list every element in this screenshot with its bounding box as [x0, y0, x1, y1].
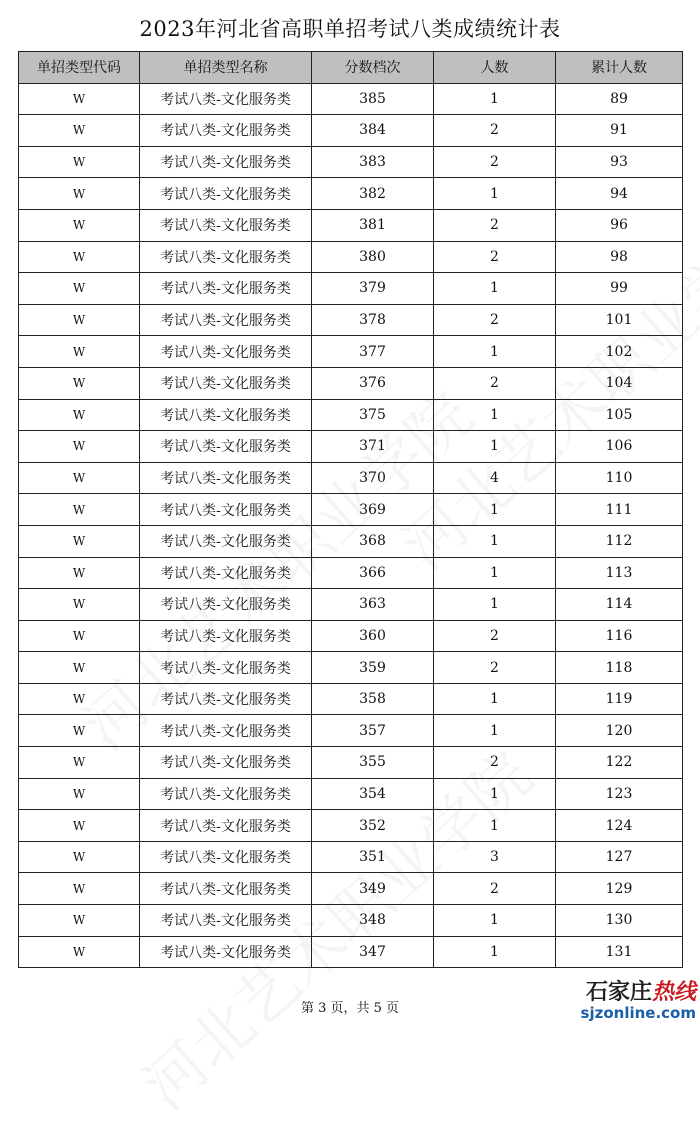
cell-score-level: 359 — [312, 652, 434, 684]
cell-count: 1 — [434, 810, 556, 842]
cell-count: 1 — [434, 557, 556, 589]
cell-type-name: 考试八类-文化服务类 — [140, 620, 312, 652]
cell-count: 2 — [434, 367, 556, 399]
cell-cumulative: 93 — [556, 146, 683, 178]
cell-type-name: 考试八类-文化服务类 — [140, 747, 312, 779]
cell-type-code: W — [19, 336, 140, 368]
score-table — [18, 51, 683, 968]
cell-count: 2 — [434, 304, 556, 336]
cell-type-code: W — [19, 178, 140, 210]
cell-count: 2 — [434, 620, 556, 652]
cell-type-code: W — [19, 273, 140, 305]
cell-type-code: W — [19, 367, 140, 399]
cell-score-level: 369 — [312, 494, 434, 526]
cell-count: 2 — [434, 209, 556, 241]
cell-type-name: 考试八类-文化服务类 — [140, 810, 312, 842]
cell-type-code: W — [19, 905, 140, 937]
table-row — [19, 905, 683, 937]
cell-type-code: W — [19, 841, 140, 873]
cell-cumulative: 106 — [556, 431, 683, 463]
cell-cumulative: 102 — [556, 336, 683, 368]
cell-type-name: 考试八类-文化服务类 — [140, 304, 312, 336]
cell-type-code: W — [19, 936, 140, 968]
cell-cumulative: 89 — [556, 83, 683, 115]
cell-type-name: 考试八类-文化服务类 — [140, 399, 312, 431]
logo-accent-text: 热线 — [651, 980, 696, 1005]
header-score-level: 分数档次 — [312, 52, 434, 84]
cell-type-name: 考试八类-文化服务类 — [140, 936, 312, 968]
cell-count: 1 — [434, 715, 556, 747]
cell-type-code: W — [19, 462, 140, 494]
cell-count: 1 — [434, 589, 556, 621]
cell-score-level: 379 — [312, 273, 434, 305]
table-row — [19, 273, 683, 305]
cell-type-code: W — [19, 873, 140, 905]
cell-cumulative: 111 — [556, 494, 683, 526]
cell-cumulative: 114 — [556, 589, 683, 621]
table-row — [19, 747, 683, 779]
table-row — [19, 399, 683, 431]
table-row — [19, 936, 683, 968]
site-logo — [536, 981, 696, 1023]
cell-count: 1 — [434, 494, 556, 526]
cell-type-name: 考试八类-文化服务类 — [140, 209, 312, 241]
table-row — [19, 115, 683, 147]
cell-type-code: W — [19, 115, 140, 147]
cell-score-level: 370 — [312, 462, 434, 494]
cell-score-level: 347 — [312, 936, 434, 968]
cell-type-code: W — [19, 241, 140, 273]
cell-count: 1 — [434, 273, 556, 305]
cell-count: 3 — [434, 841, 556, 873]
cell-type-name: 考试八类-文化服务类 — [140, 557, 312, 589]
cell-cumulative: 127 — [556, 841, 683, 873]
table-row — [19, 778, 683, 810]
cell-cumulative: 123 — [556, 778, 683, 810]
table-row — [19, 494, 683, 526]
cell-count: 1 — [434, 936, 556, 968]
table-row — [19, 431, 683, 463]
cell-cumulative: 124 — [556, 810, 683, 842]
cell-type-code: W — [19, 683, 140, 715]
cell-type-name: 考试八类-文化服务类 — [140, 525, 312, 557]
cell-cumulative: 110 — [556, 462, 683, 494]
cell-type-name: 考试八类-文化服务类 — [140, 273, 312, 305]
cell-score-level: 385 — [312, 83, 434, 115]
cell-cumulative: 113 — [556, 557, 683, 589]
cell-type-code: W — [19, 810, 140, 842]
table-row — [19, 304, 683, 336]
table-row — [19, 178, 683, 210]
page-footer: 第 3 页，共 5 页 — [300, 1001, 400, 1016]
cell-count: 2 — [434, 115, 556, 147]
cell-type-code: W — [19, 494, 140, 526]
table-row — [19, 683, 683, 715]
cell-cumulative: 131 — [556, 936, 683, 968]
cell-cumulative: 122 — [556, 747, 683, 779]
cell-cumulative: 119 — [556, 683, 683, 715]
table-row — [19, 620, 683, 652]
cell-score-level: 376 — [312, 367, 434, 399]
cell-type-name: 考试八类-文化服务类 — [140, 873, 312, 905]
table-row — [19, 146, 683, 178]
cell-score-level: 382 — [312, 178, 434, 210]
cell-type-name: 考试八类-文化服务类 — [140, 367, 312, 399]
cell-score-level: 366 — [312, 557, 434, 589]
cell-score-level: 375 — [312, 399, 434, 431]
cell-type-code: W — [19, 557, 140, 589]
cell-cumulative: 112 — [556, 525, 683, 557]
cell-count: 1 — [434, 683, 556, 715]
cell-type-name: 考试八类-文化服务类 — [140, 841, 312, 873]
cell-type-code: W — [19, 431, 140, 463]
cell-count: 1 — [434, 525, 556, 557]
cell-type-code: W — [19, 209, 140, 241]
cell-count: 1 — [434, 336, 556, 368]
cell-cumulative: 99 — [556, 273, 683, 305]
cell-score-level: 355 — [312, 747, 434, 779]
cell-type-code: W — [19, 589, 140, 621]
cell-score-level: 384 — [312, 115, 434, 147]
cell-type-name: 考试八类-文化服务类 — [140, 715, 312, 747]
cell-type-code: W — [19, 778, 140, 810]
header-type-code: 单招类型代码 — [19, 52, 140, 84]
header-type-name: 单招类型名称 — [140, 52, 312, 84]
table-row — [19, 241, 683, 273]
cell-type-name: 考试八类-文化服务类 — [140, 178, 312, 210]
cell-type-name: 考试八类-文化服务类 — [140, 146, 312, 178]
cell-count: 1 — [434, 905, 556, 937]
cell-type-code: W — [19, 83, 140, 115]
header-cumulative: 累计人数 — [556, 52, 683, 84]
cell-type-name: 考试八类-文化服务类 — [140, 83, 312, 115]
logo-main-text: 石家庄 — [585, 980, 652, 1005]
cell-type-name: 考试八类-文化服务类 — [140, 462, 312, 494]
table-row — [19, 462, 683, 494]
cell-cumulative: 129 — [556, 873, 683, 905]
cell-type-code: W — [19, 304, 140, 336]
cell-type-name: 考试八类-文化服务类 — [140, 494, 312, 526]
table-header-row — [19, 52, 683, 84]
cell-cumulative: 116 — [556, 620, 683, 652]
cell-type-code: W — [19, 399, 140, 431]
table-row — [19, 841, 683, 873]
cell-score-level: 381 — [312, 209, 434, 241]
cell-cumulative: 118 — [556, 652, 683, 684]
cell-count: 2 — [434, 747, 556, 779]
cell-cumulative: 98 — [556, 241, 683, 273]
table-row — [19, 209, 683, 241]
cell-score-level: 368 — [312, 525, 434, 557]
table-row — [19, 810, 683, 842]
cell-type-name: 考试八类-文化服务类 — [140, 115, 312, 147]
cell-type-name: 考试八类-文化服务类 — [140, 652, 312, 684]
table-row — [19, 557, 683, 589]
header-count: 人数 — [434, 52, 556, 84]
cell-cumulative: 105 — [556, 399, 683, 431]
cell-count: 2 — [434, 873, 556, 905]
cell-score-level: 378 — [312, 304, 434, 336]
cell-type-name: 考试八类-文化服务类 — [140, 683, 312, 715]
cell-type-code: W — [19, 525, 140, 557]
cell-type-code: W — [19, 652, 140, 684]
cell-type-code: W — [19, 620, 140, 652]
cell-score-level: 363 — [312, 589, 434, 621]
logo-url: sjzonline.com — [580, 1004, 696, 1022]
table-row — [19, 525, 683, 557]
cell-count: 1 — [434, 83, 556, 115]
cell-score-level: 357 — [312, 715, 434, 747]
cell-count: 1 — [434, 431, 556, 463]
cell-cumulative: 101 — [556, 304, 683, 336]
cell-cumulative: 130 — [556, 905, 683, 937]
cell-score-level: 351 — [312, 841, 434, 873]
table-row — [19, 589, 683, 621]
cell-cumulative: 96 — [556, 209, 683, 241]
table-body — [19, 83, 683, 968]
table-row — [19, 83, 683, 115]
cell-type-code: W — [19, 146, 140, 178]
cell-count: 1 — [434, 178, 556, 210]
cell-score-level: 354 — [312, 778, 434, 810]
cell-cumulative: 104 — [556, 367, 683, 399]
cell-cumulative: 120 — [556, 715, 683, 747]
cell-score-level: 349 — [312, 873, 434, 905]
cell-score-level: 348 — [312, 905, 434, 937]
cell-count: 2 — [434, 241, 556, 273]
cell-score-level: 358 — [312, 683, 434, 715]
cell-count: 4 — [434, 462, 556, 494]
cell-count: 1 — [434, 399, 556, 431]
page-title: 2023年河北省高职单招考试八类成绩统计表 — [139, 17, 561, 41]
cell-score-level: 377 — [312, 336, 434, 368]
cell-type-name: 考试八类-文化服务类 — [140, 336, 312, 368]
cell-type-name: 考试八类-文化服务类 — [140, 241, 312, 273]
cell-type-name: 考试八类-文化服务类 — [140, 589, 312, 621]
cell-count: 1 — [434, 778, 556, 810]
cell-type-code: W — [19, 747, 140, 779]
cell-score-level: 371 — [312, 431, 434, 463]
cell-type-code: W — [19, 715, 140, 747]
cell-score-level: 380 — [312, 241, 434, 273]
cell-cumulative: 94 — [556, 178, 683, 210]
cell-score-level: 352 — [312, 810, 434, 842]
table-row — [19, 652, 683, 684]
table-row — [19, 336, 683, 368]
cell-count: 2 — [434, 652, 556, 684]
cell-type-name: 考试八类-文化服务类 — [140, 905, 312, 937]
cell-cumulative: 91 — [556, 115, 683, 147]
cell-count: 2 — [434, 146, 556, 178]
cell-score-level: 383 — [312, 146, 434, 178]
cell-score-level: 360 — [312, 620, 434, 652]
table-row — [19, 873, 683, 905]
table-row — [19, 715, 683, 747]
table-row — [19, 367, 683, 399]
cell-type-name: 考试八类-文化服务类 — [140, 431, 312, 463]
cell-type-name: 考试八类-文化服务类 — [140, 778, 312, 810]
